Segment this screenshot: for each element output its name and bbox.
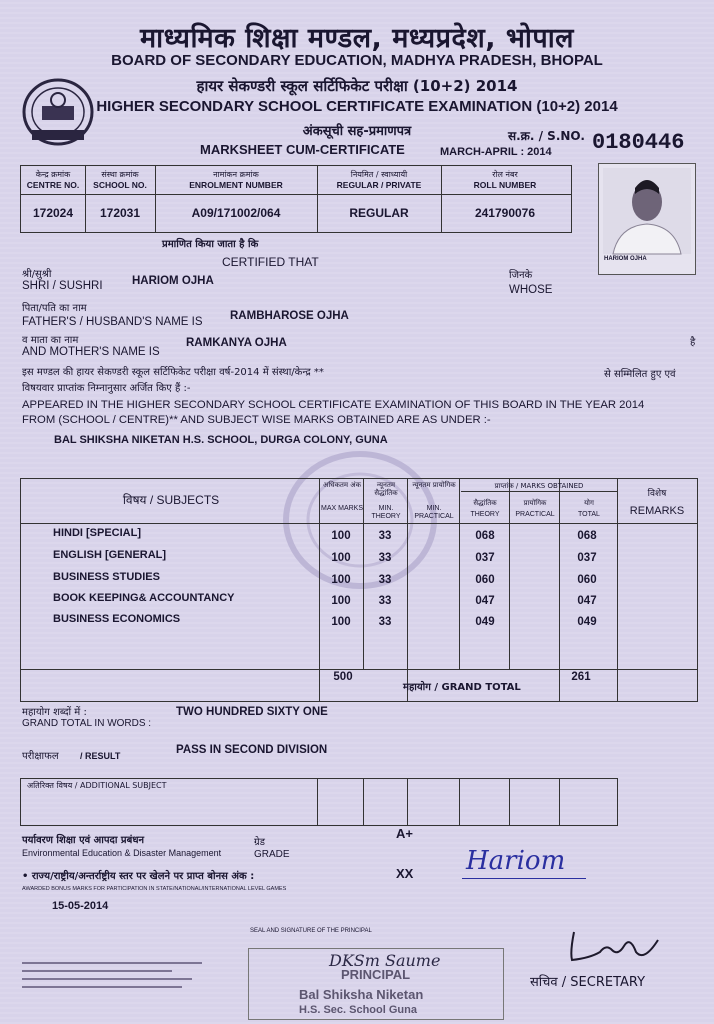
roll-number-cell	[441, 166, 569, 232]
mother-name: RAMKANYA OJHA	[186, 337, 287, 349]
roll-number-value: 241790076	[474, 206, 536, 220]
stamp-line-1: Bal Shiksha Niketan	[299, 987, 424, 1002]
theory-header-hindi: सैद्धांतिक	[473, 499, 497, 507]
principal-signature-icon: DKSm Saume	[329, 951, 441, 970]
total-marks: 060	[577, 574, 597, 586]
remarks-header-hindi: विशेष	[647, 489, 667, 499]
total-header: TOTAL	[578, 511, 600, 518]
grade-value: A+	[396, 826, 413, 841]
max-marks-header-hindi: अधिकतम अंक	[323, 481, 361, 489]
principal-seal-label: SEAL AND SIGNATURE OF THE PRINCIPAL	[250, 928, 372, 934]
result-label-hindi: परीक्षाफल	[22, 751, 59, 762]
centre-no-label: CENTRE NO.	[26, 180, 80, 190]
school-name: BAL SHIKSHA NIKETAN H.S. SCHOOL, DURGA COLONY, GUNA	[54, 434, 388, 446]
marksheet-title-hindi: अंकसूची सह-प्रमाणपत्र	[302, 124, 412, 139]
min-theory: 33	[378, 595, 392, 607]
min-theory-header-hindi: न्यूनतम सैद्धांतिक	[374, 481, 398, 497]
centre-no-cell	[21, 166, 86, 232]
min-practical-header: MIN. PRACTICAL	[414, 505, 454, 520]
issue-date: 15-05-2014	[52, 900, 109, 912]
exam-session: MARCH-APRIL : 2014	[440, 146, 552, 158]
regular-private-label-hindi: नियमित / स्वाध्यायी	[350, 170, 408, 179]
school-no-cell	[85, 166, 156, 232]
grand-total: 261	[571, 671, 591, 683]
subject-name: BUSINESS STUDIES	[53, 571, 160, 583]
additional-subject-table	[20, 778, 618, 826]
school-stamp	[248, 948, 504, 1020]
marksheet-title: MARKSHEET CUM-CERTIFICATE	[200, 142, 405, 157]
env-edu-label-hindi: पर्यावरण शिक्षा एवं आपदा प्रबंधन	[22, 835, 145, 846]
principal-label: PRINCIPAL	[341, 967, 411, 982]
centre-no-value: 172024	[32, 206, 74, 220]
theory-marks: 068	[475, 530, 495, 542]
theory-marks: 060	[475, 574, 495, 586]
mother-label: AND MOTHER'S NAME IS	[22, 346, 160, 358]
photo-caption: HARIOM OJHA	[604, 256, 647, 262]
result-label: / RESULT	[80, 751, 121, 761]
result-value: PASS IN SECOND DIVISION	[176, 744, 328, 756]
theory-marks: 049	[475, 616, 495, 628]
remarks-header: REMARKS	[629, 505, 685, 517]
total-marks: 047	[577, 595, 597, 607]
student-name: HARIOM OJHA	[132, 275, 214, 287]
father-label: FATHER'S / HUSBAND'S NAME IS	[22, 316, 203, 328]
max-marks: 100	[331, 595, 351, 607]
centre-no-label-hindi: केन्द्र क्रमांक	[35, 170, 71, 179]
max-marks-total: 500	[333, 671, 353, 683]
subjects-header: विषय / SUBJECTS	[122, 493, 220, 507]
regular-private-cell	[317, 166, 442, 232]
board-title-hindi: माध्यमिक शिक्षा मण्डल, मध्यप्रदेश, भोपाल	[140, 23, 574, 54]
para-line2: FROM (SCHOOL / CENTRE)** AND SUBJECT WISE MARKS OBTAINED ARE AS UNDER :-	[22, 414, 491, 426]
min-theory: 33	[378, 616, 392, 628]
max-marks: 100	[331, 616, 351, 628]
max-marks: 100	[331, 552, 351, 564]
board-title: BOARD OF SECONDARY EDUCATION, MADHYA PRADESH, BHOPAL	[111, 52, 603, 69]
min-theory: 33	[378, 530, 392, 542]
candidate-id-table	[20, 165, 572, 233]
grand-total-words-label-hindi: महायोग शब्दों में :	[22, 707, 87, 718]
grade-label-hindi: ग्रेड	[254, 837, 265, 848]
certified-hindi: प्रमाणित किया जाता है कि	[162, 239, 259, 250]
min-theory: 33	[378, 552, 392, 564]
enrolment-label: ENROLMENT NUMBER	[189, 180, 283, 190]
total-marks: 049	[577, 616, 597, 628]
min-theory-header: MIN. THEORY	[371, 505, 401, 520]
exam-title-hindi: हायर सेकण्डरी स्कूल सर्टिफिकेट परीक्षा (10+2) 2014	[196, 77, 518, 95]
enrolment-cell	[155, 166, 318, 232]
regular-private-value: REGULAR	[349, 206, 409, 220]
grand-total-label: महायोग / GRAND TOTAL	[403, 682, 521, 693]
para-hindi-line1: इस मण्डल की हायर सेकण्डरी स्कूल सर्टिफिकेट परीक्षा वर्ष-2014 में संस्था/केन्द्र **	[22, 367, 324, 378]
signature-underline	[462, 878, 586, 879]
school-no-label-hindi: संस्था क्रमांक	[101, 170, 139, 179]
student-signature: Hariom	[466, 846, 566, 876]
subject-name: ENGLISH [GENERAL]	[53, 549, 167, 561]
father-name: RAMBHAROSE OJHA	[230, 310, 349, 322]
father-label-hindi: पिता/पति का नाम	[22, 303, 87, 314]
exam-title: HIGHER SECONDARY SCHOOL CERTIFICATE EXAMINATION (10+2) 2014	[96, 98, 618, 115]
secretary-label: सचिव / SECRETARY	[530, 975, 646, 990]
fine-print-icon	[22, 956, 222, 996]
practical-header-hindi: प्रायोगिक	[523, 499, 547, 507]
para-hindi-line1b: से सम्मिलित हुए एवं	[604, 369, 676, 380]
bonus-label-hindi: • राज्य/राष्ट्रीय/अन्तर्राष्ट्रीय स्तर पर खेलने पर प्राप्त बोनस अंक :	[22, 871, 255, 882]
school-no-label: SCHOOL NO.	[93, 180, 147, 190]
whose-label-hindi: जिनके	[509, 270, 533, 281]
practical-header: PRACTICAL	[515, 511, 555, 518]
mother-label-hindi: व माता का नाम	[22, 335, 79, 346]
subject-name: HINDI [SPECIAL]	[53, 527, 141, 539]
max-marks: 100	[331, 530, 351, 542]
hai-hindi: है	[690, 337, 696, 348]
serial-number-label: स.क्र. / S.NO.	[508, 129, 585, 143]
min-practical-header-hindi: न्यूनतम प्रायोगिक	[412, 481, 456, 489]
bonus-label: AWARDED BONUS MARKS FOR PARTICIPATION IN STATE/NATIONAL/INTERNATIONAL LEVEL GAMES	[22, 886, 287, 892]
roll-number-label: ROLL NUMBER	[473, 180, 537, 190]
total-marks: 068	[577, 530, 597, 542]
marks-obtained-header: प्राप्तांक / MARKS OBTAINED	[494, 482, 584, 490]
max-marks: 100	[331, 574, 351, 586]
total-marks: 037	[577, 552, 597, 564]
serial-number: 0180446	[592, 130, 685, 155]
shri-label: SHRI / SUSHRI	[22, 280, 103, 292]
para-line1: APPEARED IN THE HIGHER SECONDARY SCHOOL CERTIFICATE EXAMINATION OF THIS BOARD IN THE YEAR 2014	[22, 399, 645, 411]
certified-label: CERTIFIED THAT	[222, 255, 319, 269]
secretary-signature-icon	[560, 922, 670, 968]
subject-name: BOOK KEEPING& ACCOUNTANCY	[53, 592, 235, 604]
enrolment-label-hindi: नामांकन क्रमांक	[213, 170, 259, 179]
whose-label: WHOSE	[509, 284, 553, 296]
min-theory: 33	[378, 574, 392, 586]
total-header-hindi: योग	[584, 499, 594, 507]
subject-name: BUSINESS ECONOMICS	[53, 613, 181, 625]
enrolment-value: A09/171002/064	[191, 206, 281, 220]
regular-private-label: REGULAR / PRIVATE	[336, 180, 422, 190]
grand-total-words: TWO HUNDRED SIXTY ONE	[176, 706, 328, 718]
theory-header: THEORY	[470, 511, 500, 518]
grade-label: GRADE	[254, 849, 290, 860]
theory-marks: 037	[475, 552, 495, 564]
bonus-value: XX	[396, 866, 414, 881]
grand-total-words-label: GRAND TOTAL IN WORDS :	[22, 718, 152, 729]
theory-marks: 047	[475, 595, 495, 607]
env-edu-label: Environmental Education & Disaster Management	[22, 848, 222, 858]
additional-subject-label: अतिरिक्त विषय / ADDITIONAL SUBJECT	[27, 781, 167, 790]
roll-number-label-hindi: रोल नंबर	[492, 170, 518, 179]
max-marks-header: MAX MARKS	[321, 505, 364, 512]
stamp-line-2: H.S. Sec. School Guna	[299, 1004, 417, 1016]
marks-table	[20, 478, 698, 702]
shri-label-hindi: श्री/सुश्री	[22, 269, 52, 280]
school-no-value: 172031	[99, 206, 141, 220]
para-hindi-line2: विषयवार प्राप्तांक निम्नानुसार अर्जित किए हैं :-	[22, 383, 191, 394]
